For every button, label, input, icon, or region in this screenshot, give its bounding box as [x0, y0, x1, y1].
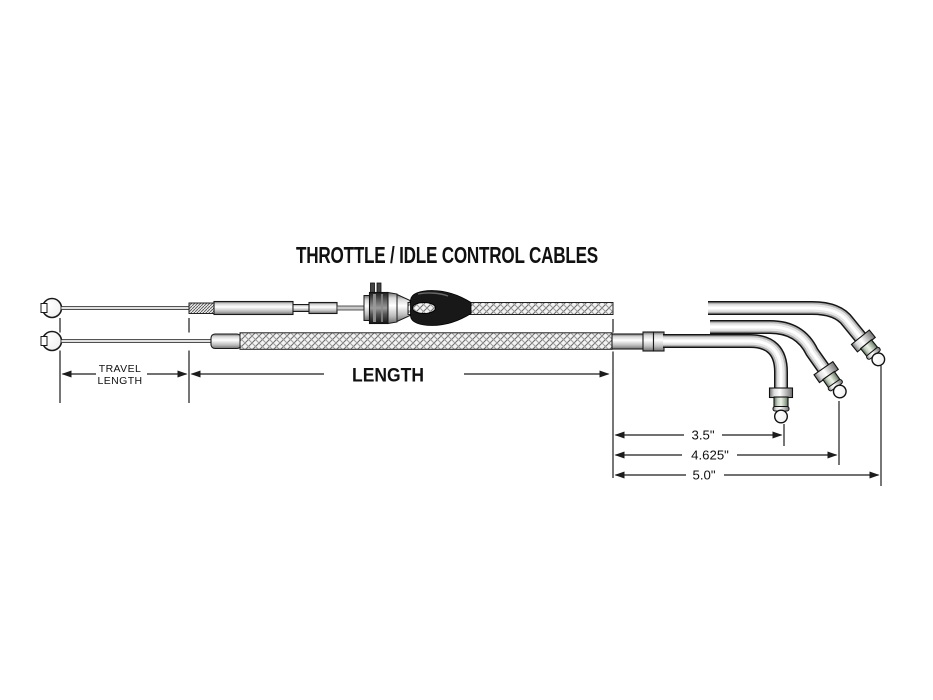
rubber-boot [411, 291, 472, 326]
adjuster-barrel [370, 293, 389, 324]
bent-tube-90deg [663, 341, 793, 423]
length-label: LENGTH [352, 364, 424, 387]
travel-length-dimension [63, 363, 187, 387]
throttle-cable [41, 283, 613, 326]
adjuster-cone [388, 293, 410, 324]
dim-4-625-text: 4.625" [691, 447, 729, 463]
housing-step [293, 305, 309, 312]
inner-wire-bottom [61, 340, 213, 343]
wire-ferrule [211, 334, 241, 349]
travel-label-line2: LENGTH [97, 375, 143, 387]
length-dimension [192, 365, 609, 387]
outer-housing-sleeve [214, 302, 293, 315]
connector-rod [337, 306, 365, 310]
dim-row-3-5 [616, 428, 782, 443]
housing-sleeve-2 [309, 303, 337, 314]
braided-housing-bottom [240, 333, 612, 350]
diagram-title: THROTTLE / IDLE CONTROL CABLES [296, 242, 598, 268]
cable-ball-end-top [41, 299, 62, 318]
dim-3-5-text: 3.5" [691, 427, 715, 443]
adjuster-flange [364, 296, 370, 321]
end-fitting-sleeve [612, 334, 644, 349]
tube-end-fitting-90 [770, 388, 793, 423]
dim-5-0-text: 5.0" [692, 467, 716, 483]
knurled-adjuster-section [189, 303, 214, 314]
travel-label-line1: TRAVEL [98, 363, 142, 375]
travel-extension-lines [60, 318, 189, 403]
dim-row-4-625 [616, 448, 837, 463]
inner-wire-top [61, 307, 189, 310]
cable-ball-end-bottom [41, 332, 62, 351]
end-fitting-collars [643, 332, 664, 351]
dim-row-5-0 [616, 468, 879, 483]
